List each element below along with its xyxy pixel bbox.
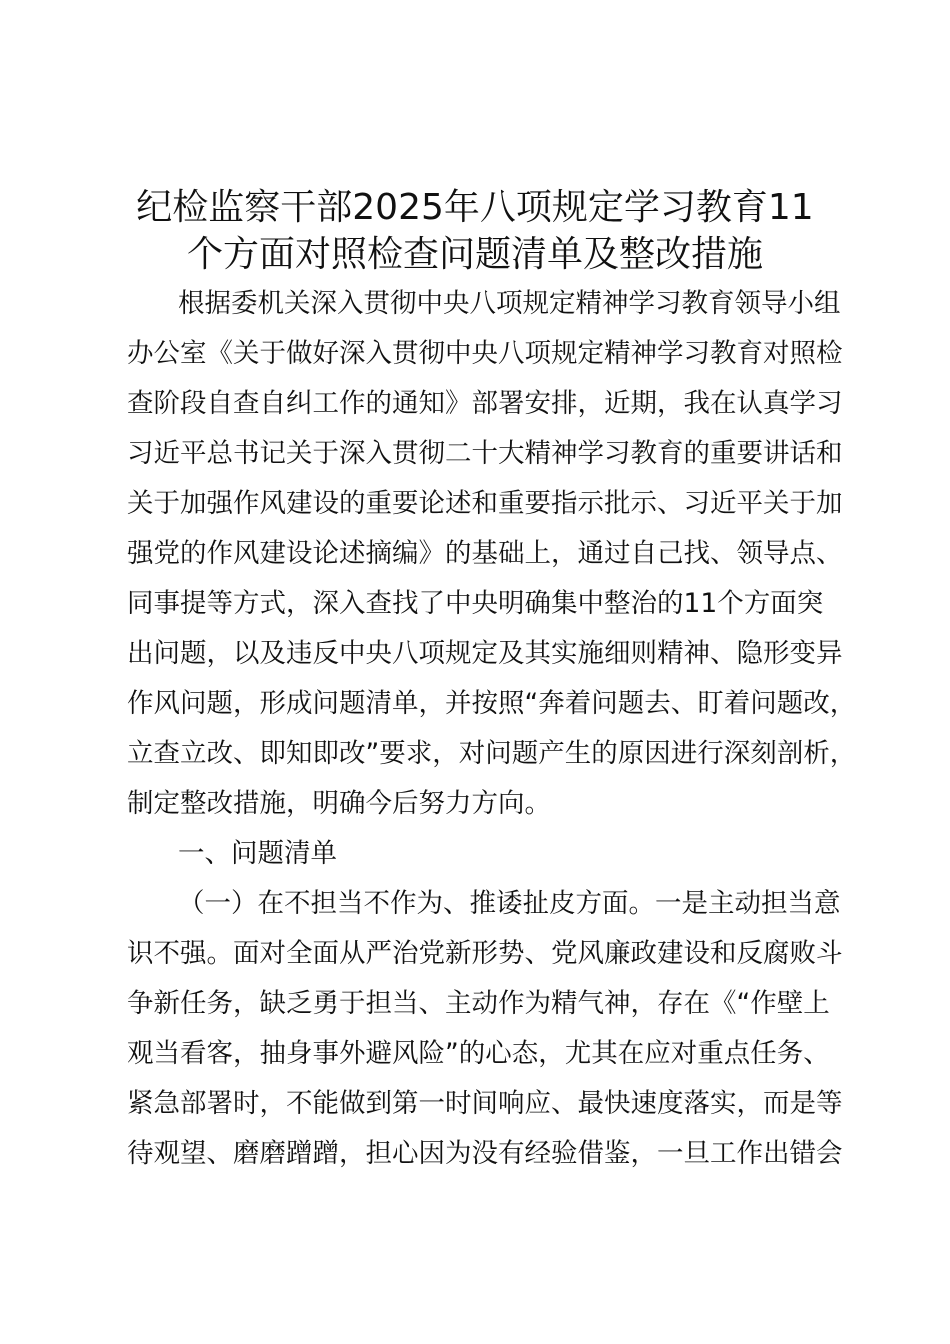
paragraph-line: 习近平总书记关于深入贯彻二十大精神学习教育的重要讲话和: [127, 438, 843, 469]
document-title-line-2: 个方面对照检查问题清单及整改措施: [186, 234, 763, 275]
paragraph-line: 出问题，以及违反中央八项规定及其实施细则精神、隐形变异: [127, 638, 843, 669]
paragraph-line: 同事提等方式，深入查找了中央明确集中整治的11个方面突: [127, 588, 824, 619]
paragraph-line: 查阶段自查自纠工作的通知》部署安排，近期，我在认真学习: [127, 388, 843, 419]
paragraph-line: 作风问题，形成问题清单，并按照“奔着问题去、盯着问题改，: [127, 688, 857, 719]
paragraph-line: （一）在不担当不作为、推诿扯皮方面。一是主动担当意: [178, 888, 841, 919]
paragraph-line: 办公室《关于做好深入贯彻中央八项规定精神学习教育对照检: [127, 338, 843, 369]
paragraph-line: 待观望、磨磨蹭蹭，担心因为没有经验借鉴，一旦工作出错会: [127, 1138, 843, 1169]
paragraph-line: 立查立改、即知即改”要求，对问题产生的原因进行深刻剖析，: [127, 738, 857, 769]
paragraph-line: 观当看客，抽身事外避风险”的心态，尤其在应对重点任务、: [127, 1038, 830, 1069]
paragraph-line: 根据委机关深入贯彻中央八项规定精神学习教育领导小组: [178, 288, 841, 319]
paragraph-line: 识不强。面对全面从严治党新形势、党风廉政建设和反腐败斗: [127, 938, 843, 969]
document-title-line-1: 纪检监察干部2025年八项规定学习教育11: [136, 187, 814, 228]
section-heading: 一、问题清单: [178, 838, 337, 869]
paragraph-line: 强党的作风建设论述摘编》的基础上，通过自己找、领导点、: [127, 538, 843, 569]
paragraph-line: 紧急部署时，不能做到第一时间响应、最快速度落实，而是等: [127, 1088, 843, 1119]
paragraph-line: 关于加强作风建设的重要论述和重要指示批示、习近平关于加: [127, 488, 843, 519]
paragraph-line: 制定整改措施，明确今后努力方向。: [127, 788, 551, 819]
paragraph-line: 争新任务，缺乏勇于担当、主动作为精气神，存在《“作壁上: [127, 988, 830, 1019]
